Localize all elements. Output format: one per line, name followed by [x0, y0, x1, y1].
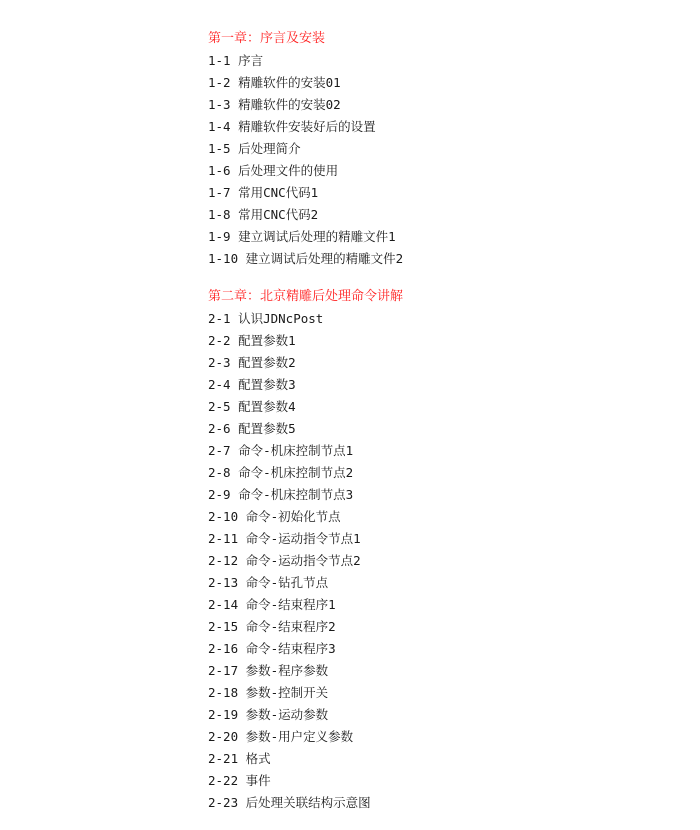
lesson-item[interactable]: 2-23 后处理关联结构示意图 [208, 795, 371, 810]
lesson-item[interactable]: 2-8 命令-机床控制节点2 [208, 465, 354, 480]
lesson-item[interactable]: 2-7 命令-机床控制节点1 [208, 443, 354, 458]
chapter-1-lessons [208, 50, 668, 270]
lesson-item[interactable]: 2-18 参数-控制开关 [208, 685, 329, 700]
chapter-title: 第一章：序言及安装 [208, 31, 326, 46]
lesson-item[interactable]: 2-19 参数-运动参数 [208, 707, 329, 722]
lesson-item[interactable]: 2-22 事件 [208, 773, 271, 788]
lesson-item[interactable]: 1-7 常用CNC代码1 [208, 185, 319, 200]
lesson-item[interactable]: 2-20 参数-用户定义参数 [208, 729, 354, 744]
lesson-item[interactable]: 1-10 建立调试后处理的精雕文件2 [208, 251, 404, 266]
lesson-item[interactable]: 2-10 命令-初始化节点 [208, 509, 341, 524]
table-of-contents [208, 28, 668, 814]
lesson-item[interactable]: 1-4 精雕软件安装好后的设置 [208, 119, 376, 134]
lesson-item[interactable]: 2-17 参数-程序参数 [208, 663, 329, 678]
lesson-item[interactable]: 2-21 格式 [208, 751, 271, 766]
lesson-item[interactable]: 2-4 配置参数3 [208, 377, 296, 392]
lesson-item[interactable]: 1-9 建立调试后处理的精雕文件1 [208, 229, 396, 244]
lesson-item[interactable]: 1-1 序言 [208, 53, 264, 68]
lesson-item[interactable]: 2-13 命令-钻孔节点 [208, 575, 329, 590]
lesson-item[interactable]: 1-6 后处理文件的使用 [208, 163, 339, 178]
lesson-item[interactable]: 2-12 命令-运动指令节点2 [208, 553, 361, 568]
chapter-2-lessons [208, 308, 668, 814]
lesson-item[interactable]: 2-15 命令-结束程序2 [208, 619, 336, 634]
chapter-1 [208, 28, 668, 270]
lesson-item[interactable]: 2-16 命令-结束程序3 [208, 641, 336, 656]
lesson-item[interactable]: 2-11 命令-运动指令节点1 [208, 531, 361, 546]
lesson-item[interactable]: 1-2 精雕软件的安装01 [208, 75, 341, 90]
lesson-item[interactable]: 1-5 后处理简介 [208, 141, 301, 156]
lesson-item[interactable]: 1-8 常用CNC代码2 [208, 207, 319, 222]
chapter-2 [208, 286, 668, 814]
lesson-item[interactable]: 2-3 配置参数2 [208, 355, 296, 370]
lesson-item[interactable]: 2-5 配置参数4 [208, 399, 296, 414]
lesson-item[interactable]: 2-14 命令-结束程序1 [208, 597, 336, 612]
lesson-item[interactable]: 2-1 认识JDNcPost [208, 311, 324, 326]
lesson-item[interactable]: 2-2 配置参数1 [208, 333, 296, 348]
lesson-item[interactable]: 2-9 命令-机床控制节点3 [208, 487, 354, 502]
lesson-item[interactable]: 1-3 精雕软件的安装02 [208, 97, 341, 112]
chapter-title: 第二章：北京精雕后处理命令讲解 [208, 289, 404, 304]
lesson-item[interactable]: 2-6 配置参数5 [208, 421, 296, 436]
